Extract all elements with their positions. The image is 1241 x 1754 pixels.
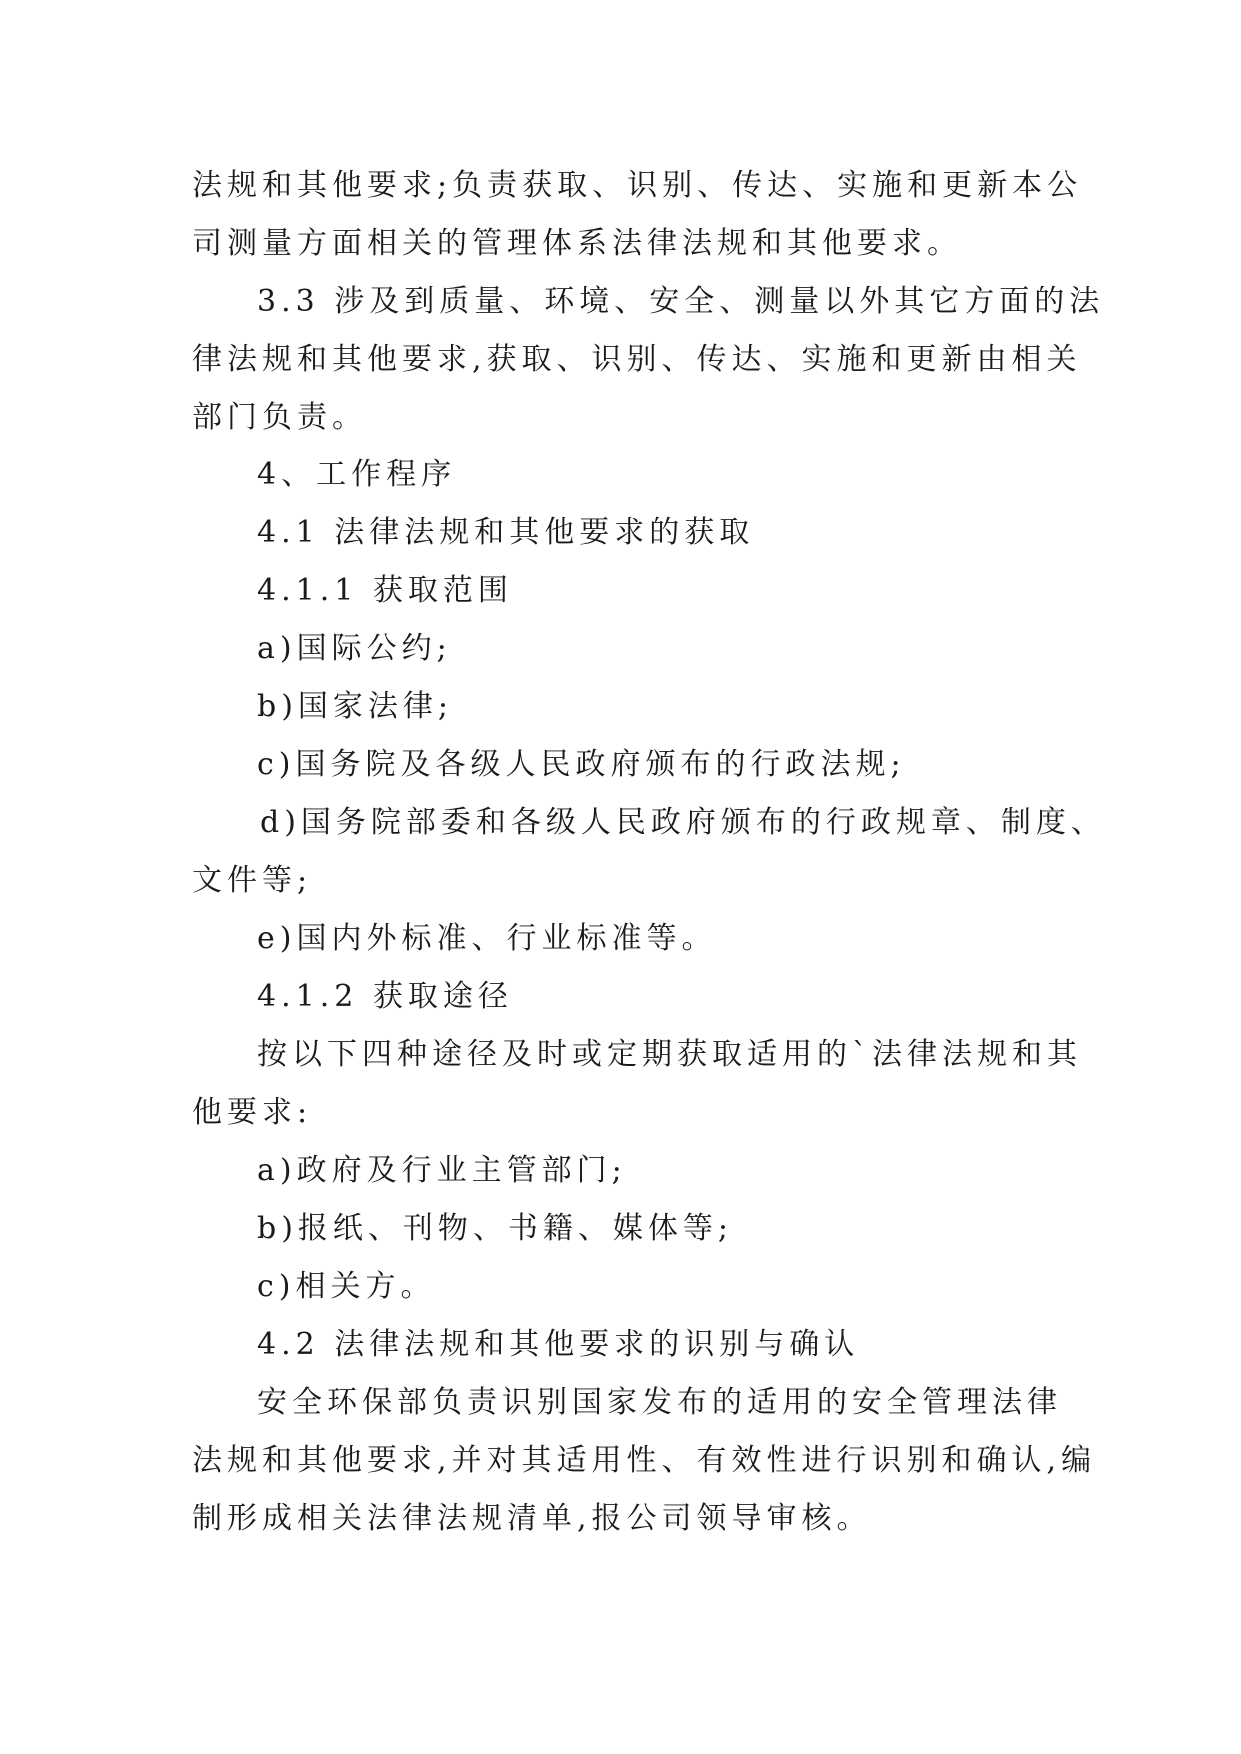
list-item: e)国内外标准、行业标准等。	[257, 921, 717, 956]
list-item: b)报纸、刊物、书籍、媒体等;	[257, 1211, 734, 1246]
section-heading-4-1-2: 4.1.2 获取途径	[257, 979, 513, 1014]
body-text-line: 他要求:	[192, 1095, 313, 1130]
body-text-line: 律法规和其他要求,获取、识别、传达、实施和更新由相关	[192, 342, 1082, 377]
body-text-line: 法规和其他要求;负责获取、识别、传达、实施和更新本公	[192, 168, 1083, 203]
body-text-line: 法规和其他要求,并对其适用性、有效性进行识别和确认,编	[192, 1443, 1097, 1478]
section-heading-4-1: 4.1 法律法规和其他要求的获取	[257, 515, 755, 550]
list-item-continuation: 文件等;	[192, 863, 313, 898]
body-text-line: 安全环保部负责识别国家发布的适用的安全管理法律	[257, 1385, 1062, 1420]
list-item: c)相关方。	[257, 1269, 436, 1304]
section-heading-4-2: 4.2 法律法规和其他要求的识别与确认	[257, 1327, 860, 1362]
list-item: c)国务院及各级人民政府颁布的行政法规;	[257, 747, 906, 782]
list-item: a)国际公约;	[257, 631, 452, 666]
body-text-line: 部门负责。	[192, 400, 367, 435]
section-heading-4-1-1: 4.1.1 获取范围	[257, 573, 513, 608]
list-item: b)国家法律;	[257, 689, 454, 724]
list-item: a)政府及行业主管部门;	[257, 1153, 627, 1188]
body-text-line: 司测量方面相关的管理体系法律法规和其他要求。	[192, 226, 962, 261]
body-text-line: 按以下四种途径及时或定期获取适用的`法律法规和其	[257, 1037, 1082, 1072]
list-item: d)国务院部委和各级人民政府颁布的行政规章、制度、	[260, 805, 1106, 840]
body-text-line: 制形成相关法律法规清单,报公司领导审核。	[192, 1501, 872, 1536]
section-heading-4: 4、工作程序	[257, 457, 457, 492]
section-heading-3-3: 3.3 涉及到质量、环境、安全、测量以外其它方面的法	[257, 284, 1105, 319]
